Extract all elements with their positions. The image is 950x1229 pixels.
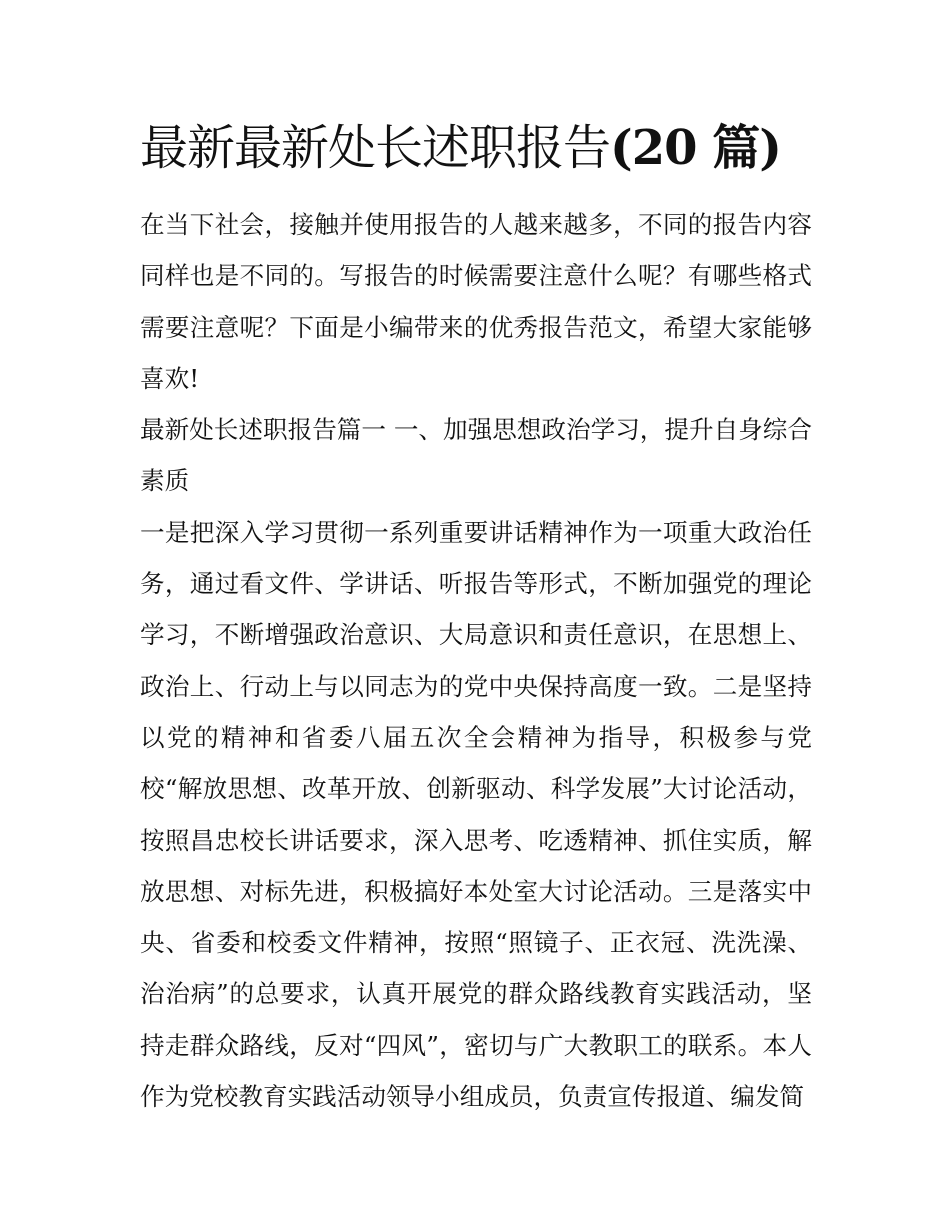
document-body <box>140 199 812 1122</box>
document-title <box>140 118 840 178</box>
title-count-text: (20 篇) <box>610 120 781 176</box>
body-paragraph: 一是把深入学习贯彻一系列重要讲话精神作为一项重大政治任务，通过看文件、学讲话、听报告等形式，不断加强党的理论学习，不断增强政治意识、大局意识和责任意识，在思想上、政治上、行动上与以同志为的党中央保持高度一致。二是坚持以党的精神和省委八届五次全会精神为指导，积极参与党校“解放思想、改革开放、创新驱动、科学发展”大讨论活动，按照昌忠校长讲话要求，深入思考、吃透精神、抓住实质，解放思想、对标先进，积极搞好本处室大讨论活动。三是落实中央、省委和校委文件精神，按照“照镜子、正衣冠、洗洗澡、治治病”的总要求，认真开展党的群众路线教育实践活动，坚持走群众路线，反对“四风”，密切与广大教职工的联系。本人作为党校教育实践活动领导小组成员，负责宣传报道、编发简 <box>140 517 812 1112</box>
intro-paragraph: 在当下社会，接触并使用报告的人越来越多，不同的报告内容同样也是不同的。写报告的时候需要注意什么呢？有哪些格式需要注意呢？下面是小编带来的优秀报告范文，希望大家能够喜欢! <box>140 210 812 393</box>
title-main-text: 最新最新处长述职报告 <box>140 120 611 176</box>
section-heading-paragraph: 最新处长述职报告篇一 一、加强思想政治学习，提升自身综合素质 <box>140 415 812 496</box>
